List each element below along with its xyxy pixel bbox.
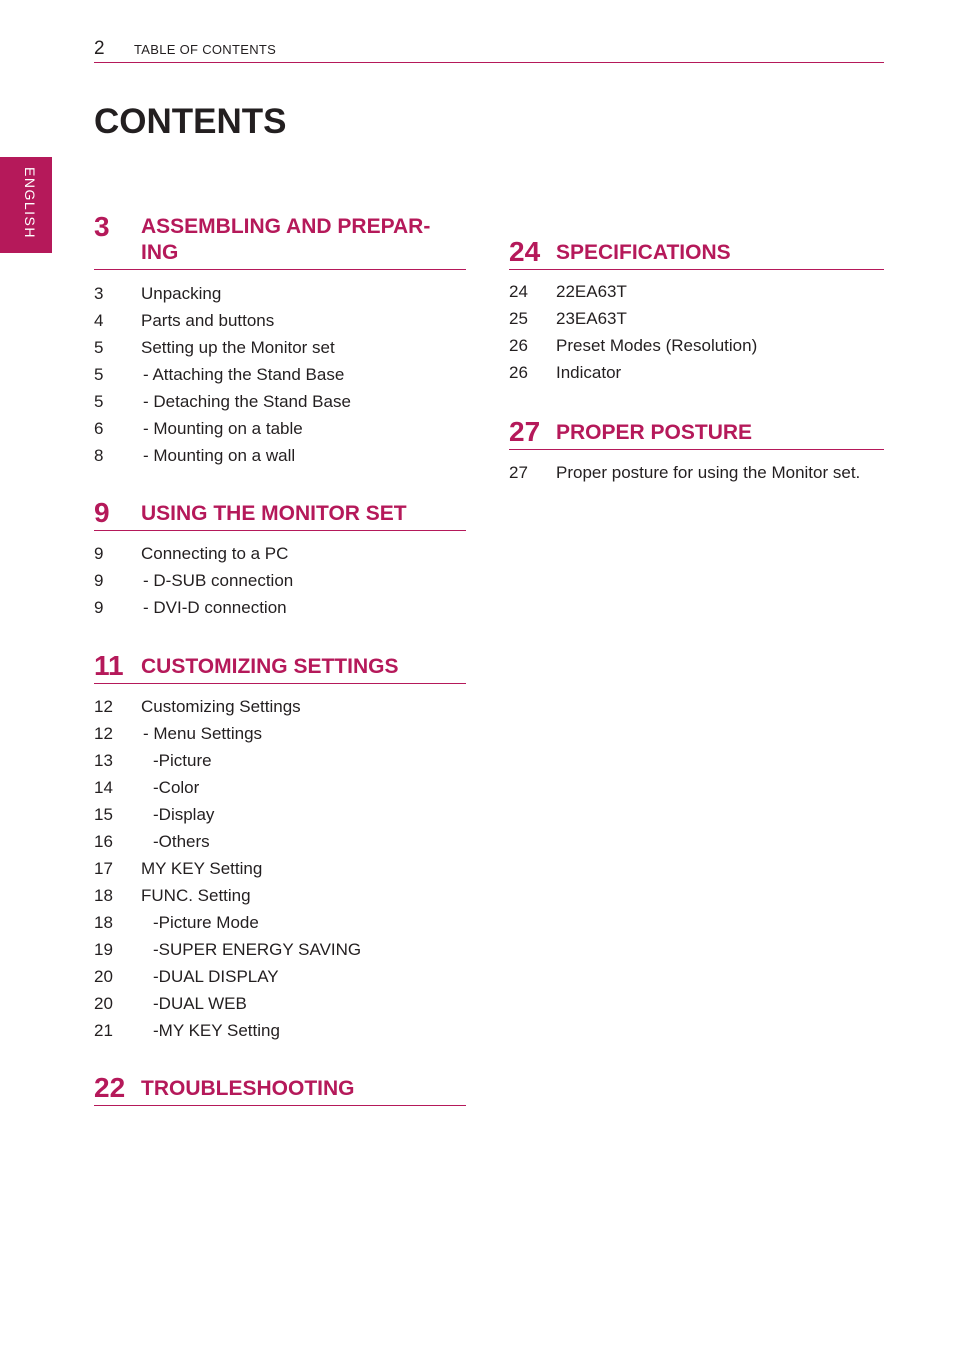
entry-label: Unpacking xyxy=(141,284,222,303)
entry-label: Customizing Settings xyxy=(141,697,301,716)
toc-entry[interactable] xyxy=(94,747,466,774)
toc-entry[interactable] xyxy=(94,774,466,801)
entry-page: 9 xyxy=(94,598,104,617)
toc-entry[interactable] xyxy=(94,280,466,307)
toc-entry[interactable] xyxy=(94,388,466,415)
toc-entry[interactable] xyxy=(94,442,466,469)
toc-entry[interactable] xyxy=(94,540,466,567)
toc-section-specifications xyxy=(509,236,884,386)
entry-page: 8 xyxy=(94,446,104,465)
entry-label: - Mounting on a wall xyxy=(143,446,296,465)
section-title: PROPER POSTURE xyxy=(556,421,753,444)
entry-label: -MY KEY Setting xyxy=(153,1021,280,1040)
entry-label: -Picture xyxy=(153,751,212,770)
entry-page: 5 xyxy=(94,338,104,357)
toc-entry[interactable] xyxy=(94,594,466,621)
toc-section-troubleshooting[interactable] xyxy=(94,1072,466,1106)
entry-label: -Display xyxy=(153,805,215,824)
entry-page: 26 xyxy=(509,363,528,382)
entry-label: -Color xyxy=(153,778,200,797)
section-number: 27 xyxy=(509,416,541,447)
entry-page: 5 xyxy=(94,392,104,411)
toc-entry[interactable] xyxy=(94,936,466,963)
entry-page: 20 xyxy=(94,967,113,986)
toc-entry[interactable] xyxy=(94,567,466,594)
toc-section-proper-posture xyxy=(509,416,884,486)
section-number: 9 xyxy=(94,497,110,528)
entry-page: 19 xyxy=(94,940,113,959)
entry-page: 16 xyxy=(94,832,113,851)
section-heading xyxy=(94,650,466,684)
entry-label: - Attaching the Stand Base xyxy=(143,365,345,384)
entry-page: 13 xyxy=(94,751,113,770)
section-heading xyxy=(509,416,884,450)
section-number: 3 xyxy=(94,211,110,242)
toc-entry[interactable] xyxy=(509,332,884,359)
entry-page: 9 xyxy=(94,571,104,590)
entry-page: 9 xyxy=(94,544,104,563)
section-heading xyxy=(94,1072,466,1106)
toc-section-using-monitor xyxy=(94,497,466,621)
page-number: 2 xyxy=(94,38,105,59)
entry-page: 6 xyxy=(94,419,104,438)
language-tab-label: ENGLISH xyxy=(22,167,38,239)
toc-entry[interactable] xyxy=(509,278,884,305)
entry-label: Parts and buttons xyxy=(141,311,275,330)
entry-label: -Others xyxy=(153,832,210,851)
entry-label: Proper posture for using the Monitor set. xyxy=(556,463,861,482)
toc-entry[interactable] xyxy=(94,909,466,936)
toc-entry[interactable] xyxy=(94,1017,466,1044)
toc-entry[interactable] xyxy=(94,307,466,334)
entry-label: Setting up the Monitor set xyxy=(141,338,335,357)
toc-entry[interactable] xyxy=(509,305,884,332)
toc-entry[interactable] xyxy=(94,693,466,720)
entry-page: 12 xyxy=(94,724,113,743)
entry-label: 22EA63T xyxy=(556,282,627,301)
page-header xyxy=(94,38,884,63)
entry-page: 3 xyxy=(94,284,104,303)
header-title: TABLE OF CONTENTS xyxy=(134,42,277,57)
entry-page: 24 xyxy=(509,282,528,301)
entry-label: - Detaching the Stand Base xyxy=(143,392,351,411)
entry-label: -DUAL WEB xyxy=(153,994,247,1013)
toc-entry[interactable] xyxy=(94,990,466,1017)
toc-section-customizing xyxy=(94,650,466,1044)
entry-label: Connecting to a PC xyxy=(141,544,289,563)
page-title: CONTENTS xyxy=(94,102,287,141)
section-number: 22 xyxy=(94,1072,126,1103)
entry-page: 14 xyxy=(94,778,113,797)
entry-page: 15 xyxy=(94,805,113,824)
toc-entry[interactable] xyxy=(94,855,466,882)
entry-page: 25 xyxy=(509,309,528,328)
entry-page: 26 xyxy=(509,336,528,355)
section-heading xyxy=(94,497,466,531)
section-heading xyxy=(94,211,466,270)
toc-entry[interactable] xyxy=(94,361,466,388)
entry-page: 18 xyxy=(94,913,113,932)
section-number: 24 xyxy=(509,236,541,267)
entry-label: 23EA63T xyxy=(556,309,627,328)
toc-section-assembling xyxy=(94,211,466,469)
entry-label: - Menu Settings xyxy=(143,724,263,743)
entry-page: 27 xyxy=(509,463,528,482)
toc-entry[interactable] xyxy=(509,459,884,486)
entry-label: -Picture Mode xyxy=(153,913,259,932)
toc-entry[interactable] xyxy=(94,963,466,990)
entry-label: - DVI-D connection xyxy=(143,598,287,617)
entry-label: Indicator xyxy=(556,363,622,382)
entry-page: 12 xyxy=(94,697,113,716)
toc-entry[interactable] xyxy=(94,801,466,828)
entry-label: - D-SUB connection xyxy=(143,571,294,590)
entry-page: 18 xyxy=(94,886,113,905)
section-title: USING THE MONITOR SET xyxy=(141,502,407,525)
entry-page: 5 xyxy=(94,365,104,384)
toc-entry[interactable] xyxy=(509,359,884,386)
section-title: CUSTOMIZING SETTINGS xyxy=(141,655,399,678)
entry-page: 4 xyxy=(94,311,104,330)
toc-entry[interactable] xyxy=(94,415,466,442)
toc-entry[interactable] xyxy=(94,882,466,909)
section-number: 11 xyxy=(94,650,124,681)
section-title: TROUBLESHOOTING xyxy=(141,1077,355,1100)
entry-label: - Mounting on a table xyxy=(143,419,303,438)
entry-page: 21 xyxy=(94,1021,113,1040)
entry-label: FUNC. Setting xyxy=(141,886,251,905)
entry-label: -DUAL DISPLAY xyxy=(153,967,279,986)
toc-entry[interactable] xyxy=(94,334,466,361)
entry-label: MY KEY Setting xyxy=(141,859,263,878)
section-title: ASSEMBLING AND PREPAR- ING xyxy=(141,215,431,264)
entry-label: -SUPER ENERGY SAVING xyxy=(153,940,362,959)
section-title: SPECIFICATIONS xyxy=(556,241,731,264)
toc-entry[interactable] xyxy=(94,828,466,855)
entry-page: 20 xyxy=(94,994,113,1013)
entry-label: Preset Modes (Resolution) xyxy=(556,336,758,355)
language-tab xyxy=(0,157,52,253)
section-heading xyxy=(509,236,884,270)
entry-page: 17 xyxy=(94,859,113,878)
toc-entry[interactable] xyxy=(94,720,466,747)
